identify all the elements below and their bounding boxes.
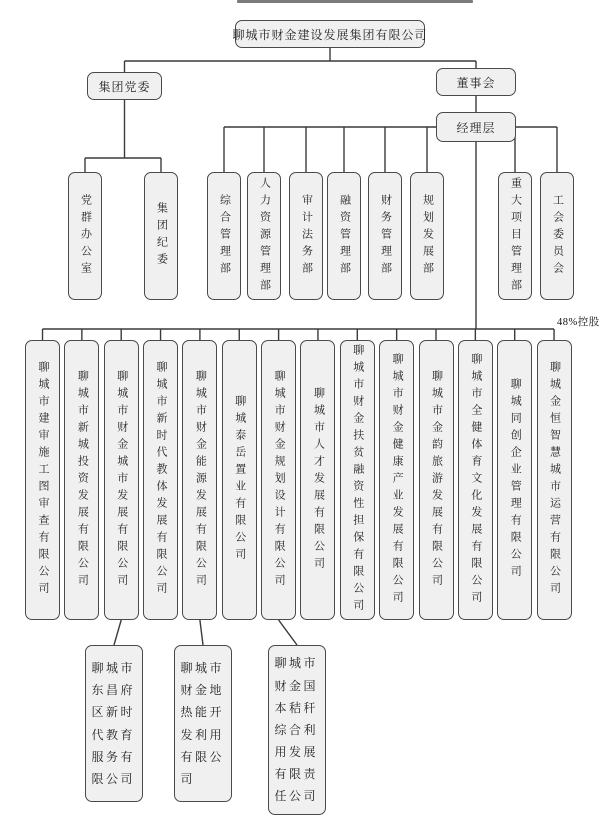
subsidiary-label: 聊城市人才发展有限公司 xyxy=(312,386,325,574)
subsidiary-label: 聊城市财金扶贫融资性担保有限公司 xyxy=(351,344,364,616)
dept-human-resources-box xyxy=(247,172,281,300)
party-mass-office-box xyxy=(68,172,102,300)
subsidiary-label: 聊城同创企业管理有限公司 xyxy=(509,378,522,582)
dept-financing-management-box xyxy=(327,172,361,300)
dept-label: 综合管理部 xyxy=(218,193,231,279)
group-discipline-label: 集团纪委 xyxy=(155,202,168,270)
grandchild-label: 聊城市东昌府区新时代教育服务有限公司 xyxy=(91,660,136,786)
subsidiary-label: 聊城市财金能源发展有限公司 xyxy=(194,369,207,591)
dept-label: 工会委员会 xyxy=(551,193,564,279)
dept-label: 人力资源管理部 xyxy=(258,176,271,296)
dept-finance-management-box xyxy=(368,172,402,300)
dept-label: 融资管理部 xyxy=(338,193,351,279)
root-company-box: 聊城市财金建设发展集团有限公司 xyxy=(235,20,425,48)
dept-general-management-box xyxy=(207,172,241,300)
subsidiary-box-7 xyxy=(261,340,296,620)
subsidiary-label: 聊城泰岳置业有限公司 xyxy=(233,395,246,565)
subsidiary-box-12 xyxy=(458,340,493,620)
subsidiary-label: 聊城市财金城市发展有限公司 xyxy=(115,369,128,591)
subsidiary-box-14 xyxy=(537,340,572,620)
subsidiary-box-2 xyxy=(64,340,99,620)
board-of-directors-box: 董事会 xyxy=(436,68,516,96)
dept-label: 财务管理部 xyxy=(379,193,392,279)
subsidiary-box-11 xyxy=(419,340,454,620)
subsidiary-label: 聊城金恒智慧城市运营有限公司 xyxy=(548,361,561,599)
subsidiary-label: 聊城市新时代教体发展有限公司 xyxy=(155,361,168,599)
party-committee-box: 集团党委 xyxy=(87,72,162,100)
dept-major-projects-box xyxy=(498,172,532,300)
subsidiary-box-10 xyxy=(379,340,414,620)
subsidiary-label: 聊城市财金健康产业发展有限公司 xyxy=(391,352,404,608)
grandchild-box-3 xyxy=(268,645,326,815)
dept-audit-legal-box xyxy=(289,172,323,300)
grandchild-box-1 xyxy=(85,645,143,802)
subsidiary-box-5 xyxy=(182,340,217,620)
management-layer-box: 经理层 xyxy=(436,112,516,142)
subsidiary-box-13 xyxy=(497,340,532,620)
subsidiary-label: 聊城市财金规划设计有限公司 xyxy=(273,369,286,591)
subsidiary-label: 聊城市新城投资发展有限公司 xyxy=(76,369,89,591)
grandchild-label: 聊城市财金国本秸秆综合利用发展有限责任公司 xyxy=(274,656,319,804)
subsidiary-box-6 xyxy=(222,340,257,620)
subsidiary-box-3 xyxy=(104,340,139,620)
dept-planning-development-box xyxy=(410,172,444,300)
subsidiary-box-9 xyxy=(340,340,375,620)
grandchild-label: 聊城市财金地热能开发利用有限公司 xyxy=(180,660,225,786)
dept-labor-union-box xyxy=(540,172,574,300)
subsidiary-box-1 xyxy=(25,340,60,620)
connector-line xyxy=(114,620,121,645)
subsidiary-box-4 xyxy=(143,340,178,620)
grandchild-box-2 xyxy=(174,645,232,802)
subsidiary-box-8 xyxy=(300,340,335,620)
connector-line xyxy=(200,620,203,645)
cropped-edge-artifact xyxy=(237,0,473,3)
dept-label: 重大项目管理部 xyxy=(509,176,522,296)
group-discipline-box xyxy=(144,172,178,300)
party-mass-office-label: 党群办公室 xyxy=(79,193,92,279)
dept-label: 审计法务部 xyxy=(300,193,313,279)
subsidiary-label: 聊城市建审施工图审查有限公司 xyxy=(37,361,49,599)
dept-label: 规划发展部 xyxy=(421,193,434,279)
connector-line xyxy=(279,620,297,645)
subsidiary-label: 聊城市全健体育文化发展有限公司 xyxy=(469,352,482,608)
holding-percentage-note: 48%控股 xyxy=(557,317,600,328)
subsidiary-label: 聊城市金韵旅游发展有限公司 xyxy=(430,369,443,591)
